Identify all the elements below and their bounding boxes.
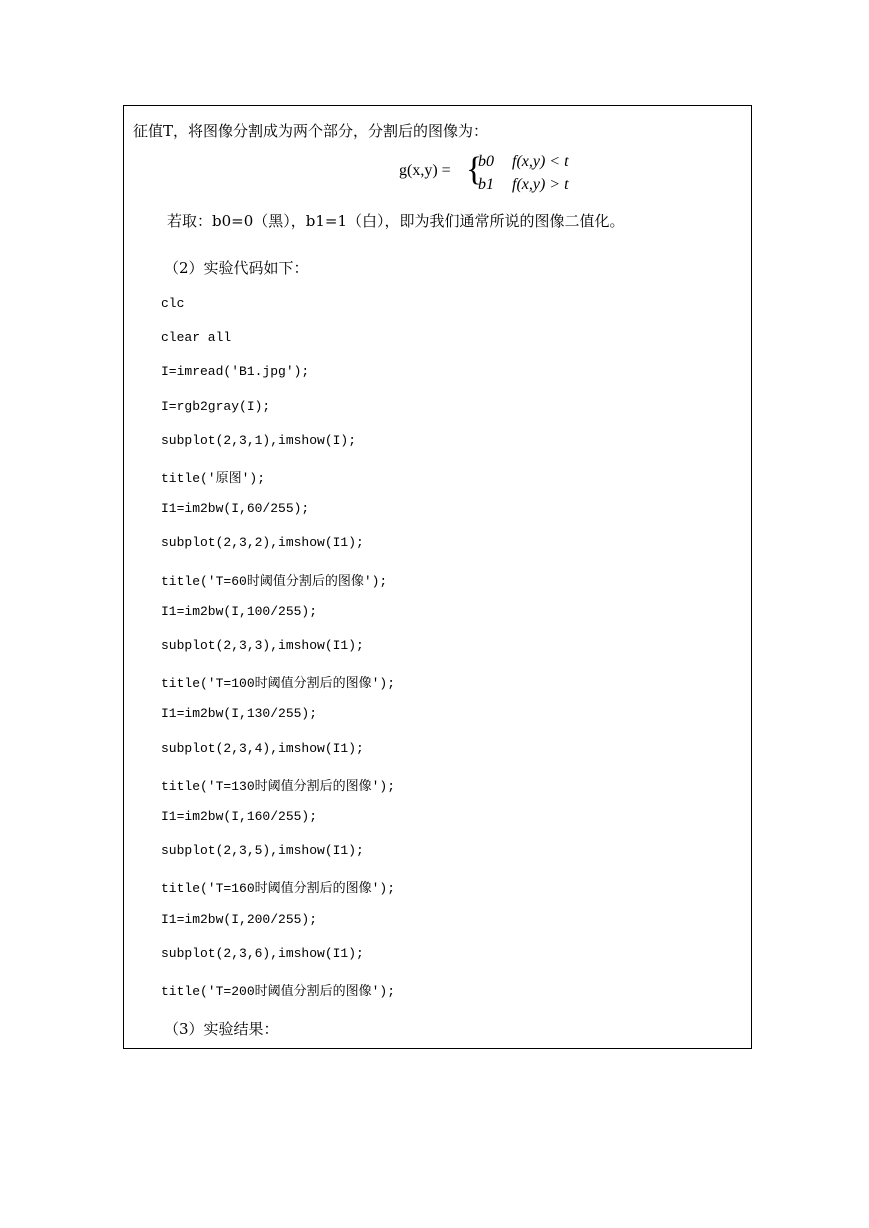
code-line: title('T=60时阈值分割后的图像');	[161, 573, 388, 589]
code-line: subplot(2,3,6),imshow(I1);	[161, 945, 364, 961]
code-line: I1=im2bw(I,60/255);	[161, 501, 310, 517]
code-line: I=rgb2gray(I);	[161, 398, 271, 414]
formula-brace: {	[466, 151, 483, 188]
code-line: subplot(2,3,3),imshow(I1);	[161, 638, 364, 653]
formula-case2-condition: f(x,y) > t	[512, 176, 569, 193]
section-3-heading: （3）实验结果：	[164, 1020, 279, 1038]
code-line: title('T=130时阈值分割后的图像');	[161, 778, 396, 794]
code-line: subplot(2,3,4),imshow(I1);	[161, 740, 364, 756]
code-line: subplot(2,3,1),imshow(I);	[161, 432, 357, 448]
formula-lhs: g(x,y) =	[399, 162, 451, 179]
code-line: title('T=200时阈值分割后的图像');	[161, 984, 396, 999]
formula-case2-value: b1	[478, 176, 494, 193]
code-line: I1=im2bw(I,160/255);	[161, 809, 318, 824]
report-frame	[123, 105, 752, 1049]
code-line: title('原图');	[161, 471, 266, 486]
section-2-heading: （2）实验代码如下：	[164, 259, 309, 277]
code-line: I1=im2bw(I,200/255);	[161, 911, 318, 927]
formula-case1-condition: f(x,y) < t	[512, 153, 569, 170]
code-line: subplot(2,3,5),imshow(I1);	[161, 843, 364, 859]
code-line: clc	[161, 296, 185, 311]
intro-text: 征值T，将图像分割成为两个部分，分割后的图像为：	[133, 122, 489, 140]
code-line: I1=im2bw(I,100/255);	[161, 603, 318, 619]
code-line: title('T=160时阈值分割后的图像');	[161, 881, 396, 897]
code-line: title('T=100时阈值分割后的图像');	[161, 676, 396, 692]
code-line: subplot(2,3,2),imshow(I1);	[161, 535, 364, 551]
formula-case1-value: b0	[478, 153, 494, 170]
binarization-note: 若取：b0=0（黑），b1=1（白），即为我们通常所说的图像二值化。	[167, 212, 625, 230]
code-line: clear all	[161, 330, 232, 346]
code-line: I1=im2bw(I,130/255);	[161, 706, 318, 722]
code-line: I=imread('B1.jpg');	[161, 364, 310, 380]
